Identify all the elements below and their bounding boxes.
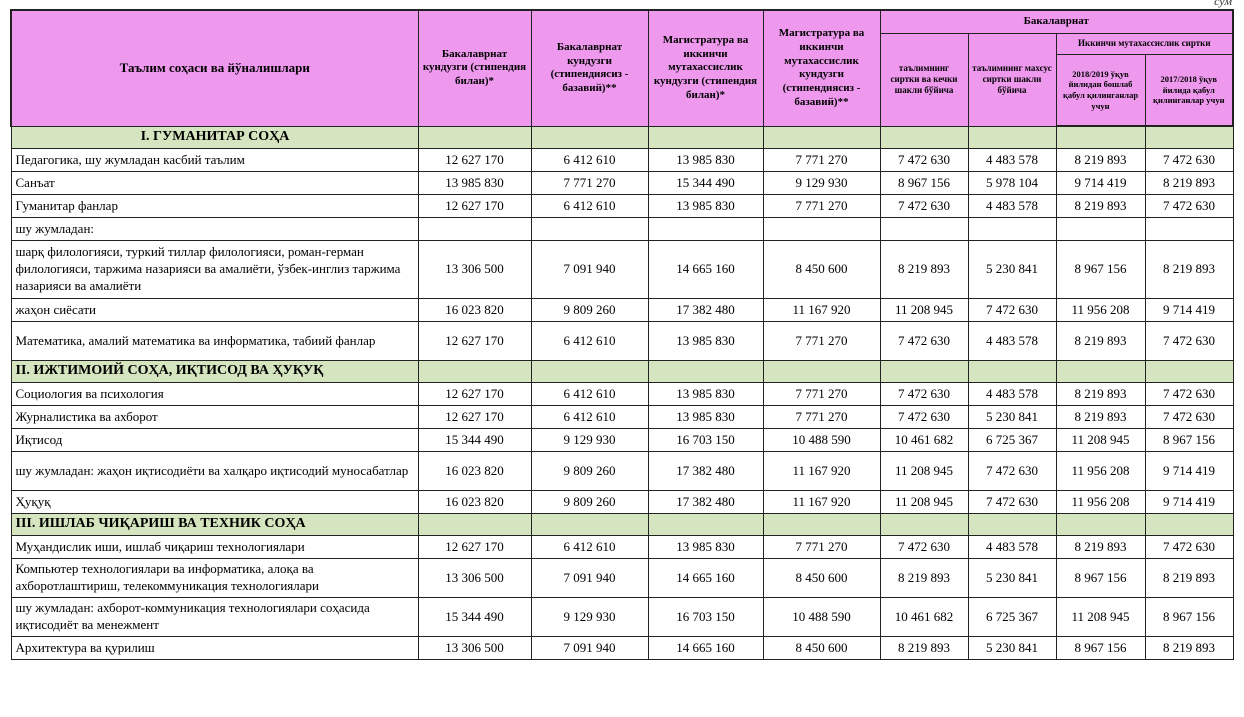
fee-cell [648, 361, 763, 383]
fee-cell [968, 218, 1056, 241]
fee-cell [763, 126, 880, 149]
fee-cell [763, 514, 880, 536]
section-row [11, 361, 1233, 383]
fee-cell: 13 985 830 [648, 322, 763, 361]
fee-cell: 12 627 170 [418, 536, 531, 559]
fee-cell: 8 219 893 [1056, 383, 1145, 406]
fee-cell [1056, 126, 1145, 149]
row-field-name: Иқтисод [11, 429, 418, 452]
fee-cell: 8 219 893 [1145, 559, 1233, 598]
row-field-name: Муҳандислик иши, ишлаб чиқариш технологиялари [11, 536, 418, 559]
fee-cell [1145, 514, 1233, 536]
row-field-name: шу жумладан: [11, 218, 418, 241]
fee-cell [880, 361, 968, 383]
fee-cell: 9 714 419 [1056, 172, 1145, 195]
fee-cell: 7 472 630 [1145, 322, 1233, 361]
fee-cell [968, 126, 1056, 149]
fee-cell [880, 218, 968, 241]
fee-cell: 9 714 419 [1145, 299, 1233, 322]
fee-cell [763, 218, 880, 241]
header-evening-correspondence: таълимнинг сиртки ва кечки шакли бўйича [880, 34, 968, 127]
fee-cell: 13 985 830 [648, 195, 763, 218]
fee-cell: 6 412 610 [531, 383, 648, 406]
fee-cell: 9 809 260 [531, 452, 648, 491]
table-row [11, 598, 1233, 637]
section-title: I. ГУМАНИТАР СОҲА [11, 126, 418, 149]
fee-cell: 4 483 578 [968, 383, 1056, 406]
fee-cell: 11 956 208 [1056, 452, 1145, 491]
fee-cell: 7 472 630 [880, 406, 968, 429]
fee-cell [968, 361, 1056, 383]
fee-cell: 15 344 490 [648, 172, 763, 195]
fee-cell: 8 967 156 [1056, 241, 1145, 299]
fee-cell: 6 412 610 [531, 195, 648, 218]
fee-cell: 8 967 156 [1056, 559, 1145, 598]
fee-cell: 10 488 590 [763, 598, 880, 637]
fee-cell: 9 809 260 [531, 491, 648, 514]
header-bachelor-group: Бакалаврнат [880, 10, 1233, 34]
fee-cell [880, 514, 968, 536]
header-bachelor-day-base: Бакалаврнат кундузги (стипендиясиз - базавий)** [531, 10, 648, 126]
fee-cell: 8 450 600 [763, 637, 880, 660]
fee-cell [1145, 361, 1233, 383]
fee-cell: 8 967 156 [880, 172, 968, 195]
fee-cell: 9 129 930 [763, 172, 880, 195]
fee-cell: 11 956 208 [1056, 299, 1145, 322]
fee-cell: 7 771 270 [763, 383, 880, 406]
fee-cell: 11 956 208 [1056, 491, 1145, 514]
fee-cell [1145, 218, 1233, 241]
fee-cell: 11 167 920 [763, 452, 880, 491]
fee-cell: 4 483 578 [968, 195, 1056, 218]
fee-cell [1056, 218, 1145, 241]
fee-cell: 7 091 940 [531, 637, 648, 660]
fee-cell: 8 219 893 [1056, 195, 1145, 218]
fee-cell: 5 978 104 [968, 172, 1056, 195]
fee-cell: 15 344 490 [418, 429, 531, 452]
fee-cell: 16 023 820 [418, 491, 531, 514]
fee-cell: 9 129 930 [531, 429, 648, 452]
header-field-title: Таълим соҳаси ва йўналишлари [11, 10, 418, 126]
fee-cell: 8 219 893 [880, 241, 968, 299]
row-field-name: Социология ва психология [11, 383, 418, 406]
fee-cell: 8 219 893 [1056, 406, 1145, 429]
fee-cell: 5 230 841 [968, 241, 1056, 299]
fee-cell: 7 472 630 [1145, 149, 1233, 172]
fee-cell: 14 665 160 [648, 241, 763, 299]
header-special-correspondence: таълимнинг махсус сиртки шакли бўйича [968, 34, 1056, 127]
table-row [11, 559, 1233, 598]
section-title: III. ИШЛАБ ЧИҚАРИШ ВА ТЕХНИК СОҲА [11, 514, 418, 536]
fee-cell [648, 218, 763, 241]
table-row [11, 452, 1233, 491]
header-admitted-2017: 2017/2018 ўқув йилида қабул қилинганлар учун [1145, 55, 1233, 127]
fee-cell: 7 472 630 [968, 452, 1056, 491]
fee-cell: 7 472 630 [1145, 536, 1233, 559]
fee-cell [1145, 126, 1233, 149]
header-master-day-base: Магистратура ва иккинчи мутахассислик кундузги (стипендиясиз - базавий)** [763, 10, 880, 126]
fee-cell: 7 472 630 [1145, 406, 1233, 429]
fee-cell: 6 412 610 [531, 149, 648, 172]
fee-cell: 11 208 945 [880, 491, 968, 514]
fee-cell: 7 472 630 [880, 322, 968, 361]
fee-cell: 15 344 490 [418, 598, 531, 637]
fee-cell: 14 665 160 [648, 637, 763, 660]
fee-cell: 12 627 170 [418, 322, 531, 361]
fee-cell: 17 382 480 [648, 452, 763, 491]
fee-cell [531, 126, 648, 149]
fee-cell [531, 218, 648, 241]
fee-cell: 8 967 156 [1145, 598, 1233, 637]
fee-cell: 7 091 940 [531, 559, 648, 598]
row-field-name: шарқ филологияси, туркий тиллар филологияси, роман-герман филологияси, таржима назарияси ва амалиёти, ўзбек-инглиз таржима назарияси ва амалиёти [11, 241, 418, 299]
fee-cell [648, 126, 763, 149]
fee-cell: 8 967 156 [1056, 637, 1145, 660]
fee-cell: 8 219 893 [1145, 172, 1233, 195]
fee-cell [648, 514, 763, 536]
fee-cell: 10 461 682 [880, 429, 968, 452]
fee-cell: 8 219 893 [1056, 322, 1145, 361]
row-field-name: Санъат [11, 172, 418, 195]
header-admitted-2018: 2018/2019 ўқув йилидан бошлаб қабул қилинганлар учун [1056, 55, 1145, 127]
fee-cell: 12 627 170 [418, 383, 531, 406]
fee-cell: 7 472 630 [1145, 195, 1233, 218]
table-row [11, 406, 1233, 429]
fee-cell: 7 091 940 [531, 241, 648, 299]
table-row [11, 218, 1233, 241]
fee-cell: 11 208 945 [880, 452, 968, 491]
fee-cell: 7 472 630 [880, 536, 968, 559]
fee-cell [418, 361, 531, 383]
fee-cell: 8 219 893 [1056, 536, 1145, 559]
fee-cell: 11 208 945 [1056, 598, 1145, 637]
fee-cell: 13 306 500 [418, 637, 531, 660]
table-row [11, 322, 1233, 361]
fee-cell: 8 450 600 [763, 559, 880, 598]
table-row [11, 241, 1233, 299]
fee-cell: 13 306 500 [418, 241, 531, 299]
fee-cell: 13 985 830 [648, 149, 763, 172]
table-row [11, 429, 1233, 452]
fee-cell [418, 514, 531, 536]
table-row [11, 195, 1233, 218]
row-field-name: Компьютер технологиялари ва информатика, алоқа ва ахборотлаштириш, телекоммуникация технологиялари [11, 559, 418, 598]
fee-cell: 13 985 830 [648, 536, 763, 559]
row-field-name: шу жумладан: ахборот-коммуникация технологиялари соҳасида иқтисодиёт ва менежмент [11, 598, 418, 637]
fee-cell: 8 967 156 [1145, 429, 1233, 452]
fee-cell: 7 472 630 [880, 149, 968, 172]
fee-cell: 7 472 630 [968, 491, 1056, 514]
fee-cell: 4 483 578 [968, 149, 1056, 172]
table-header [11, 10, 1233, 126]
fee-cell: 13 985 830 [648, 383, 763, 406]
fee-cell: 16 023 820 [418, 299, 531, 322]
fee-cell: 13 306 500 [418, 559, 531, 598]
fee-cell: 16 703 150 [648, 429, 763, 452]
fee-cell: 7 472 630 [968, 299, 1056, 322]
fee-cell: 7 771 270 [763, 536, 880, 559]
table-row [11, 383, 1233, 406]
fee-cell [531, 361, 648, 383]
row-field-name: Гуманитар фанлар [11, 195, 418, 218]
fee-cell: 6 412 610 [531, 536, 648, 559]
header-second-specialty-group: Иккинчи мутахассислик сиртки [1056, 34, 1233, 55]
row-field-name: Ҳуқуқ [11, 491, 418, 514]
fee-cell [418, 126, 531, 149]
fee-cell: 9 809 260 [531, 299, 648, 322]
fee-cell: 7 771 270 [763, 322, 880, 361]
table-row [11, 172, 1233, 195]
fee-cell: 8 219 893 [880, 559, 968, 598]
fee-cell: 6 412 610 [531, 322, 648, 361]
fee-cell: 7 472 630 [1145, 383, 1233, 406]
fee-cell [418, 218, 531, 241]
fee-cell: 12 627 170 [418, 406, 531, 429]
fee-cell: 7 771 270 [763, 149, 880, 172]
fee-cell: 9 129 930 [531, 598, 648, 637]
table-body [11, 126, 1233, 660]
fee-cell: 11 167 920 [763, 299, 880, 322]
fee-cell: 8 450 600 [763, 241, 880, 299]
fee-cell: 7 771 270 [531, 172, 648, 195]
section-row [11, 514, 1233, 536]
fee-cell: 10 488 590 [763, 429, 880, 452]
fee-cell: 4 483 578 [968, 322, 1056, 361]
fee-cell [1056, 514, 1145, 536]
fee-cell [968, 514, 1056, 536]
fee-cell: 6 412 610 [531, 406, 648, 429]
row-field-name: Журналистика ва ахборот [11, 406, 418, 429]
fee-cell [763, 361, 880, 383]
fee-cell: 13 985 830 [418, 172, 531, 195]
fee-cell: 9 714 419 [1145, 491, 1233, 514]
table-row [11, 149, 1233, 172]
fee-cell: 5 230 841 [968, 559, 1056, 598]
fee-cell: 8 219 893 [1056, 149, 1145, 172]
fee-cell: 12 627 170 [418, 149, 531, 172]
row-field-name: Архитектура ва қурилиш [11, 637, 418, 660]
row-field-name: Математика, амалий математика ва информатика, табиий фанлар [11, 322, 418, 361]
fee-cell: 7 771 270 [763, 195, 880, 218]
row-field-name: шу жумладан: жаҳон иқтисодиёти ва халқаро иқтисодий муносабатлар [11, 452, 418, 491]
fee-cell: 17 382 480 [648, 299, 763, 322]
fee-cell: 10 461 682 [880, 598, 968, 637]
fee-cell: 7 771 270 [763, 406, 880, 429]
table-row [11, 536, 1233, 559]
tuition-fee-table [10, 9, 1234, 660]
fee-cell: 7 472 630 [880, 195, 968, 218]
table-row [11, 637, 1233, 660]
fee-cell: 16 703 150 [648, 598, 763, 637]
fee-cell: 5 230 841 [968, 406, 1056, 429]
fee-cell: 12 627 170 [418, 195, 531, 218]
fee-cell: 6 725 367 [968, 598, 1056, 637]
fee-cell: 9 714 419 [1145, 452, 1233, 491]
fee-cell: 8 219 893 [1145, 637, 1233, 660]
currency-unit-label: сум [1214, 0, 1232, 8]
fee-cell [531, 514, 648, 536]
fee-cell: 14 665 160 [648, 559, 763, 598]
fee-cell: 13 985 830 [648, 406, 763, 429]
fee-cell: 11 208 945 [880, 299, 968, 322]
fee-cell: 8 219 893 [880, 637, 968, 660]
header-bachelor-day-stipend: Бакалаврнат кундузги (стипендия билан)* [418, 10, 531, 126]
table-row [11, 491, 1233, 514]
fee-cell: 4 483 578 [968, 536, 1056, 559]
section-title: II. ИЖТИМОИЙ СОҲА, ИҚТИСОД ВА ҲУҚУҚ [11, 361, 418, 383]
fee-cell [1056, 361, 1145, 383]
header-master-day-stipend: Магистратура ва иккинчи мутахассислик кундузги (стипендия билан)* [648, 10, 763, 126]
fee-cell [880, 126, 968, 149]
fee-cell: 8 219 893 [1145, 241, 1233, 299]
table-row [11, 299, 1233, 322]
section-row [11, 126, 1233, 149]
fee-cell: 16 023 820 [418, 452, 531, 491]
fee-cell: 6 725 367 [968, 429, 1056, 452]
fee-cell: 5 230 841 [968, 637, 1056, 660]
row-field-name: жаҳон сиёсати [11, 299, 418, 322]
row-field-name: Педагогика, шу жумладан касбий таълим [11, 149, 418, 172]
fee-cell: 11 208 945 [1056, 429, 1145, 452]
fee-cell: 17 382 480 [648, 491, 763, 514]
fee-cell: 11 167 920 [763, 491, 880, 514]
fee-cell: 7 472 630 [880, 383, 968, 406]
